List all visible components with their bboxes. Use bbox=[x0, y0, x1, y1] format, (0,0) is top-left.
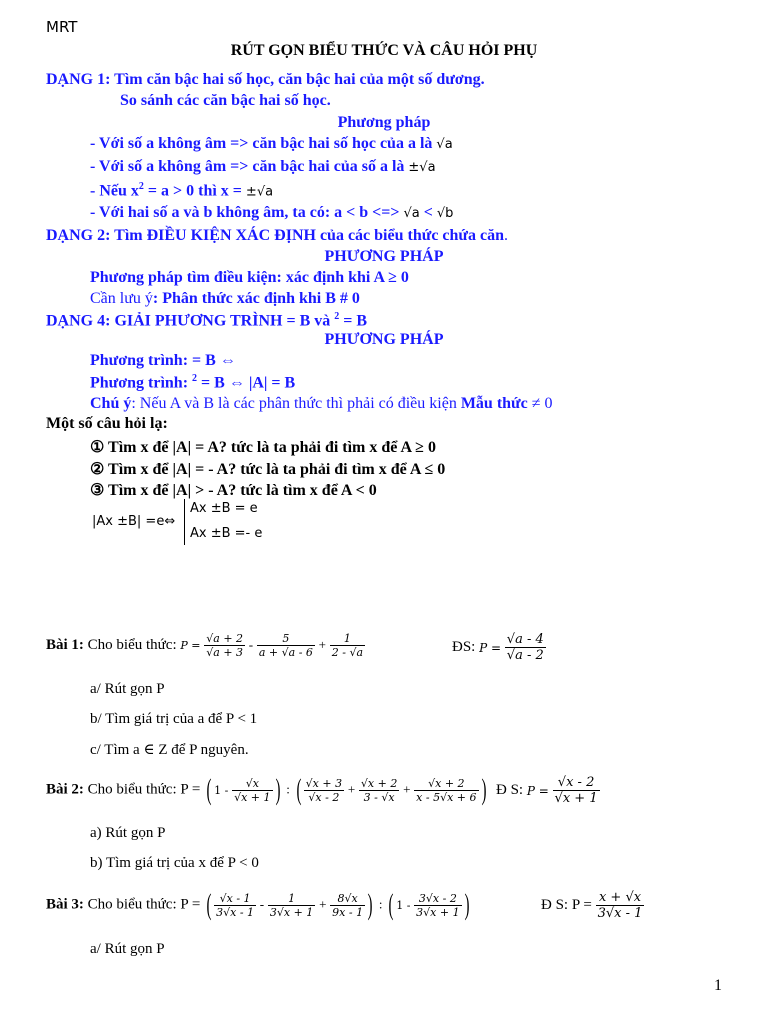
bai3-frac-2: $\frac{1}{3√x + 1}$ bbox=[269, 891, 314, 919]
page-title: RÚT GỌN BIỂU THỨC VÀ CÂU HỎI PHỤ bbox=[230, 42, 538, 59]
bai2-part-b: b) Tìm giá trị của x để P < 0 bbox=[90, 855, 259, 871]
questions-heading: Một số câu hỏi lạ: bbox=[46, 415, 168, 432]
bai1-part-c: c/ Tìm a ∈ Z để P nguyên. bbox=[90, 742, 249, 758]
dang4-heading: PHƯƠNG PHÁP bbox=[324, 331, 444, 348]
bai1-part-b: b/ Tìm giá trị của a để P < 1 bbox=[90, 711, 258, 727]
bai2-part-a: a) Rút gọn P bbox=[90, 825, 166, 841]
dang1-item4: - Với hai số a và b không âm, ta có: a < b <=> √a < √b bbox=[90, 204, 454, 221]
question-item-2: ② Tìm x để |A| = - A? tức là ta phải đi tìm x để A ≤ 0 bbox=[90, 461, 446, 478]
abs-case-1: Ax ±B = e bbox=[190, 501, 258, 516]
bai1-frac-3: $\frac{1}{2 - √a}$ bbox=[331, 632, 364, 659]
bai2-frac-3: $\frac{√x + 2}{x - 5√x + 6}$ bbox=[416, 776, 477, 804]
dang2-line3: Cần lưu ý: Phân thức xác định khi B # 0 bbox=[90, 290, 360, 307]
dang4-line1: DẠNG 4: GIẢI PHƯƠNG TRÌNH = B và $^2$ = B bbox=[46, 311, 368, 330]
question-item-3: ③ Tìm x để |A| > - A? tức là tìm x để A < 0 bbox=[90, 482, 377, 499]
abs-case-2: Ax ±B =- e bbox=[190, 526, 263, 541]
dang1-heading: Phương pháp bbox=[337, 114, 431, 131]
dang4-note: Chú ý: Nếu A và B là các phân thức thì phải có điều kiện Mẫu thức ≠ 0 bbox=[90, 395, 553, 412]
dang4-line3: Phương trình: $^2$ = B ⇔ |A| = B bbox=[90, 373, 296, 392]
bai3-part-a: a/ Rút gọn P bbox=[90, 941, 165, 957]
bai2-statement: Bài 2: Cho biểu thức: P = ( 1 - $\frac{√x}{√x + 1}$ ) : ( $\frac{√x + 3}{√x - 2}$ + $\frac{√x + 2}{3 - √x}$ + $\frac{√x + 2}{x - 5√x + 6}$ ) bbox=[46, 773, 487, 806]
page-number: 1 bbox=[714, 977, 722, 994]
bai1-frac-2: $\frac{5}{a + √a - 6}$ bbox=[258, 632, 313, 659]
bai3-answer: Đ S: P = $\frac{x + √x}{3√x - 1}$ bbox=[541, 890, 643, 921]
bai2-frac-0: $\frac{√x}{√x + 1}$ bbox=[234, 776, 271, 804]
bai3-frac-4: $\frac{3√x - 2}{3√x + 1}$ bbox=[416, 891, 460, 919]
bai2-frac-1: $\frac{√x + 3}{√x - 2}$ bbox=[305, 776, 343, 804]
dang1-item1: - Với số a không âm => căn bậc hai số học của a là √a bbox=[90, 135, 453, 152]
question-item-1: ① Tìm x để |A| = A? tức là ta phải đi tìm x để A ≥ 0 bbox=[90, 439, 436, 456]
bai3-statement: Bài 3: Cho biểu thức: P = ( $\frac{√x - 1}{3√x - 1}$ - $\frac{1}{3√x + 1}$ + $\frac{8√x}{9x - 1}$ ) : ( 1 - $\frac{3√x - 2}{3√x + 1}$ ) bbox=[46, 888, 470, 921]
bai1-statement: Bài 1: Cho biểu thức: P = $\frac{√a + 2}{√a + 3}$ - $\frac{5}{a + √a - 6}$ + $\frac{1}{2 - √a}$ bbox=[46, 632, 364, 659]
sqrt-a-formula: √a bbox=[436, 137, 453, 152]
pm-sqrt-a-formula: ±√a bbox=[408, 160, 436, 175]
dang1-item3: - Nếu $x^2 = a > 0$ thì x = ±√a bbox=[90, 181, 274, 200]
bai1-frac-1: $\frac{√a + 2}{√a + 3}$ bbox=[206, 632, 244, 659]
dang1-item2: - Với số a không âm => căn bậc hai của số a là ±√a bbox=[90, 158, 436, 175]
bai1-answer: ĐS: P = $\frac{√a - 4}{√a - 2}$ bbox=[452, 632, 544, 663]
dang2-heading: PHƯƠNG PHÁP bbox=[324, 248, 444, 265]
bai1-part-a: a/ Rút gọn P bbox=[90, 681, 165, 697]
bai3-frac-1: $\frac{√x - 1}{3√x - 1}$ bbox=[216, 891, 255, 919]
case-brace bbox=[184, 499, 187, 545]
dang2-line1: DẠNG 2: Tìm ĐIỀU KIỆN XÁC ĐỊNH của các biểu thức chứa căn. bbox=[46, 227, 509, 244]
header-mark: MRT bbox=[46, 18, 78, 36]
dang1-line2: So sánh các căn bậc hai số học. bbox=[120, 92, 331, 109]
dang4-line2: Phương trình: = B ⇔ bbox=[90, 352, 236, 369]
bai3-frac-3: $\frac{8√x}{9x - 1}$ bbox=[332, 891, 364, 919]
dang1-line1: DẠNG 1: Tìm căn bậc hai số học, căn bậc hai của một số dương. bbox=[46, 71, 485, 88]
bai2-answer: Đ S: P = $\frac{√x - 2}{√x + 1}$ bbox=[496, 775, 598, 806]
dang2-line2: Phương pháp tìm điều kiện: xác định khi A ≥ 0 bbox=[90, 269, 409, 286]
bai2-frac-2: $\frac{√x + 2}{3 - √x}$ bbox=[360, 776, 398, 804]
abs-equation-lhs: |Ax ±B| =e⇔ bbox=[92, 514, 176, 529]
